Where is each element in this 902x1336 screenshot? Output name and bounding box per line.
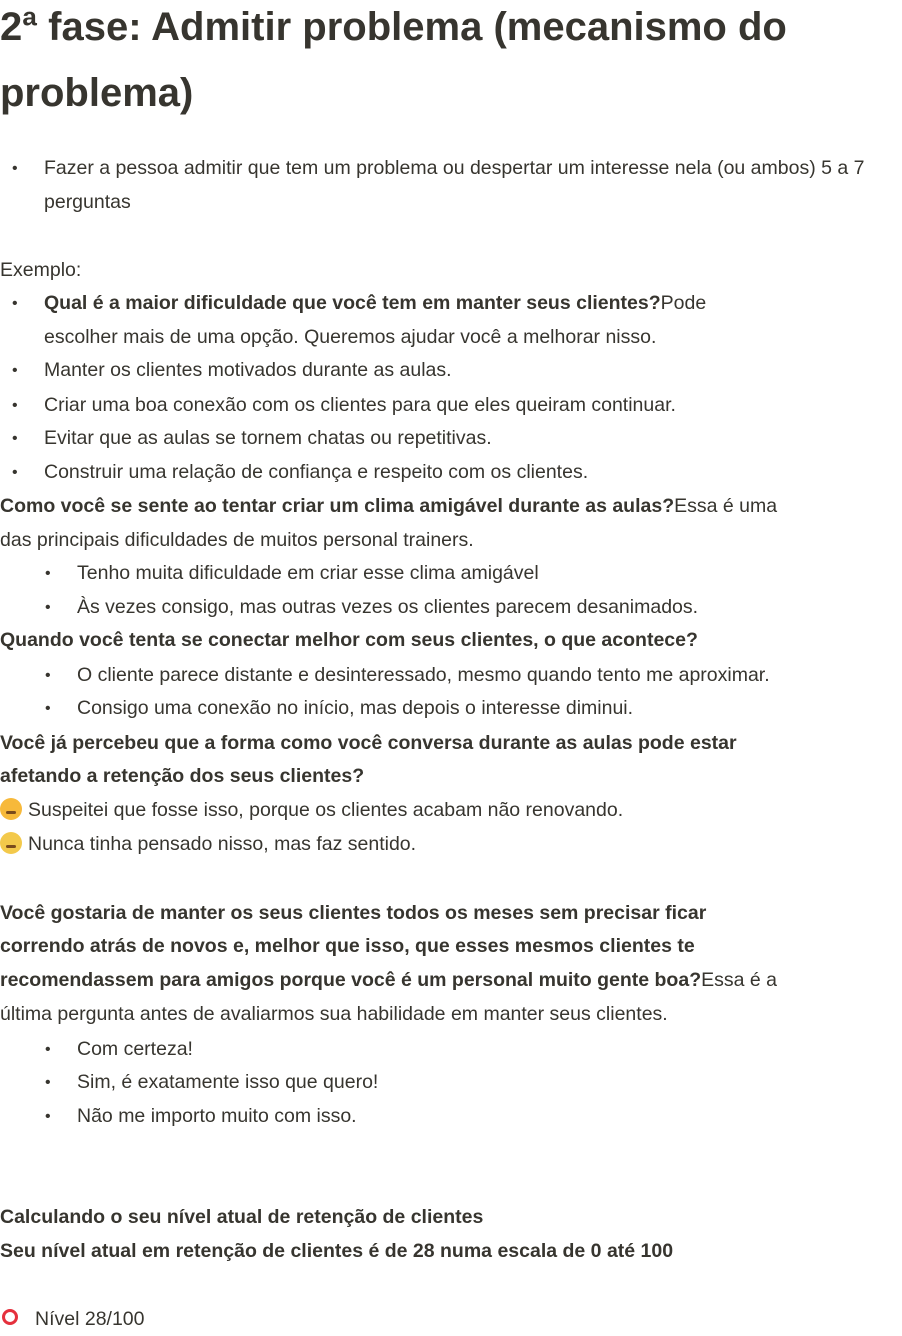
question-4-line-2: afetando a retenção dos seus clientes? [0, 765, 365, 787]
question-5-note-cont: última pergunta antes de avaliarmos sua habilidade em manter seus clientes. [0, 1003, 668, 1025]
question-1 [44, 286, 706, 320]
list-item: Às vezes consigo, mas outras vezes os clientes parecem desanimados. [77, 596, 699, 618]
bullet-dot: • [45, 599, 51, 616]
question-5-line-1: Você gostaria de manter os seus clientes todos os meses sem precisar ficar [0, 902, 707, 924]
bullet-dot: • [45, 700, 51, 717]
example-label: Exemplo: [0, 259, 82, 281]
question-2-note-cont: das principais dificuldades de muitos personal trainers. [0, 529, 474, 551]
answer-text: Suspeitei que fosse isso, porque os clientes acabam não renovando. [28, 799, 624, 821]
bullet-dot: • [45, 1041, 51, 1058]
list-item: Com certeza! [77, 1038, 193, 1060]
bullet-dot: • [45, 565, 51, 582]
question-2-note: Essa é uma [674, 495, 778, 517]
mind-blown-emoji-icon [0, 798, 22, 820]
question-2-bold: Como você se sente ao tentar criar um clima amigável durante as aulas? [0, 495, 675, 517]
bullet-dot: • [12, 464, 18, 481]
question-3: Quando você tenta se conectar melhor com seus clientes, o que acontece? [0, 629, 698, 651]
level-summary: Seu nível atual em retenção de clientes é de 28 numa escala de 0 até 100 [0, 1240, 674, 1262]
level-label: Nível 28/100 [35, 1308, 145, 1330]
answer-text: Nunca tinha pensado nisso, mas faz sentido. [28, 833, 417, 855]
list-item: Evitar que as aulas se tornem chatas ou repetitivas. [44, 427, 492, 449]
bullet-dot: • [45, 1108, 51, 1125]
list-item: Consigo uma conexão no início, mas depois o interesse diminui. [77, 697, 634, 719]
list-item: Criar uma boa conexão com os clientes para que eles queiram continuar. [44, 394, 676, 416]
bullet-dot: • [12, 397, 18, 414]
calculating-heading: Calculando o seu nível atual de retenção de clientes [0, 1206, 484, 1228]
answer-row [0, 793, 623, 827]
bullet-dot: • [45, 667, 51, 684]
answer-row [0, 827, 416, 861]
question-2 [0, 489, 777, 523]
question-5-line-3 [0, 963, 777, 997]
bullet-dot: • [12, 295, 18, 312]
question-1-note-cont: escolher mais de uma opção. Queremos ajudar você a melhorar nisso. [44, 326, 657, 348]
list-item: Construir uma relação de confiança e respeito com os clientes. [44, 461, 589, 483]
question-5-bold: recomendassem para amigos porque você é um personal muito gente boa? [0, 969, 702, 991]
bullet-dot: • [45, 1074, 51, 1091]
page-title: 2ª fase: Admitir problema (mecanismo do problema) [0, 5, 787, 115]
list-item: Sim, é exatamente isso que quero! [77, 1071, 379, 1093]
intro-bullet-text: Fazer a pessoa admitir que tem um problema ou despertar um interesse nela (ou ambos) 5 a 7 perguntas [44, 157, 865, 213]
bullet-dot: • [12, 362, 18, 379]
bullet-dot: • [12, 430, 18, 447]
list-item: Manter os clientes motivados durante as aulas. [44, 359, 452, 381]
question-1-bold: Qual é a maior dificuldade que você tem em manter seus clientes? [44, 292, 661, 314]
red-circle-icon [2, 1309, 18, 1325]
list-item: Não me importo muito com isso. [77, 1105, 357, 1127]
list-item: O cliente parece distante e desinteressado, mesmo quando tento me aproximar. [77, 664, 770, 686]
question-4-line-1: Você já percebeu que a forma como você conversa durante as aulas pode estar [0, 732, 737, 754]
question-5-line-2: correndo atrás de novos e, melhor que isso, que esses mesmos clientes te [0, 935, 695, 957]
question-5-note: Essa é a [701, 969, 777, 991]
question-1-note: Pode [660, 292, 707, 314]
thinking-face-emoji-icon [0, 832, 22, 854]
list-item: Tenho muita dificuldade em criar esse clima amigável [77, 562, 539, 584]
bullet-dot: • [12, 160, 18, 177]
